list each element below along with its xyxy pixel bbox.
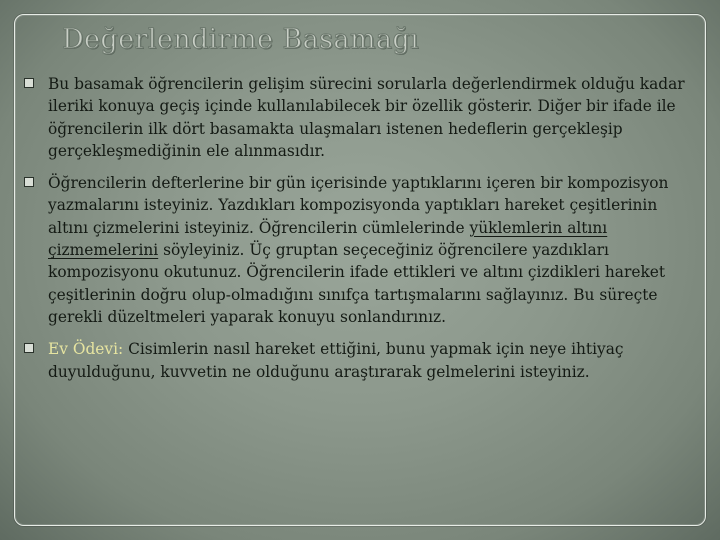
underlined-phrase: yüklemlerin altını çizmemelerini xyxy=(48,218,608,260)
bullet-paragraph-2 xyxy=(24,172,696,328)
square-bullet-icon xyxy=(24,177,34,187)
slide-title: Değerlendirme Basamağı xyxy=(62,24,420,55)
square-bullet-icon xyxy=(24,78,34,88)
slide-content xyxy=(24,73,696,393)
paragraph-text: Öğrencilerin defterlerine bir gün içerisinde yaptıklarını içeren bir kompozisyon yazmalarını isteyiniz. Yazdıkları kompozisyonda yaptıkları hareket çeşitlerinin altını çizmelerini isteyiniz. Öğrencilerin cümlelerinde xyxy=(48,174,669,237)
bullet-paragraph-3 xyxy=(24,338,696,383)
square-bullet-icon xyxy=(24,343,34,353)
homework-label: Ev Ödevi: xyxy=(48,340,124,359)
paragraph-text: Bu basamak öğrencilerin gelişim sürecini sorularla değerlendirmek olduğu kadar ileriki konuya geçiş içinde kullanılabilecek bir özellik gösterir. Diğer bir ifade ile öğrencilerin ilk dört basamakta ulaşmaları istenen hedeflerin gerçekleşip gerçekleşmediğinin ele alınmasıdır. xyxy=(48,75,685,160)
homework-text: Cisimlerin nasıl hareket ettiğini, bunu yapmak için neye ihtiyaç duyulduğunu, kuvvetin ne olduğunu araştırarak gelmelerini isteyiniz. xyxy=(48,340,624,381)
bullet-paragraph-1 xyxy=(24,73,696,162)
paragraph-text-continued: söyleyiniz. Üç gruptan seçeceğiniz öğrencilere yazdıkları kompozisyonu okutunuz. Öğrencilerin ifade ettikleri ve altını çizdikleri hareket çeşitlerinin doğru olup-olmadığını sınıfça tartışmalarını sağlayınız. Bu süreçte gerekli düzeltmeleri yaparak konuyu sonlandırınız. xyxy=(48,241,666,326)
